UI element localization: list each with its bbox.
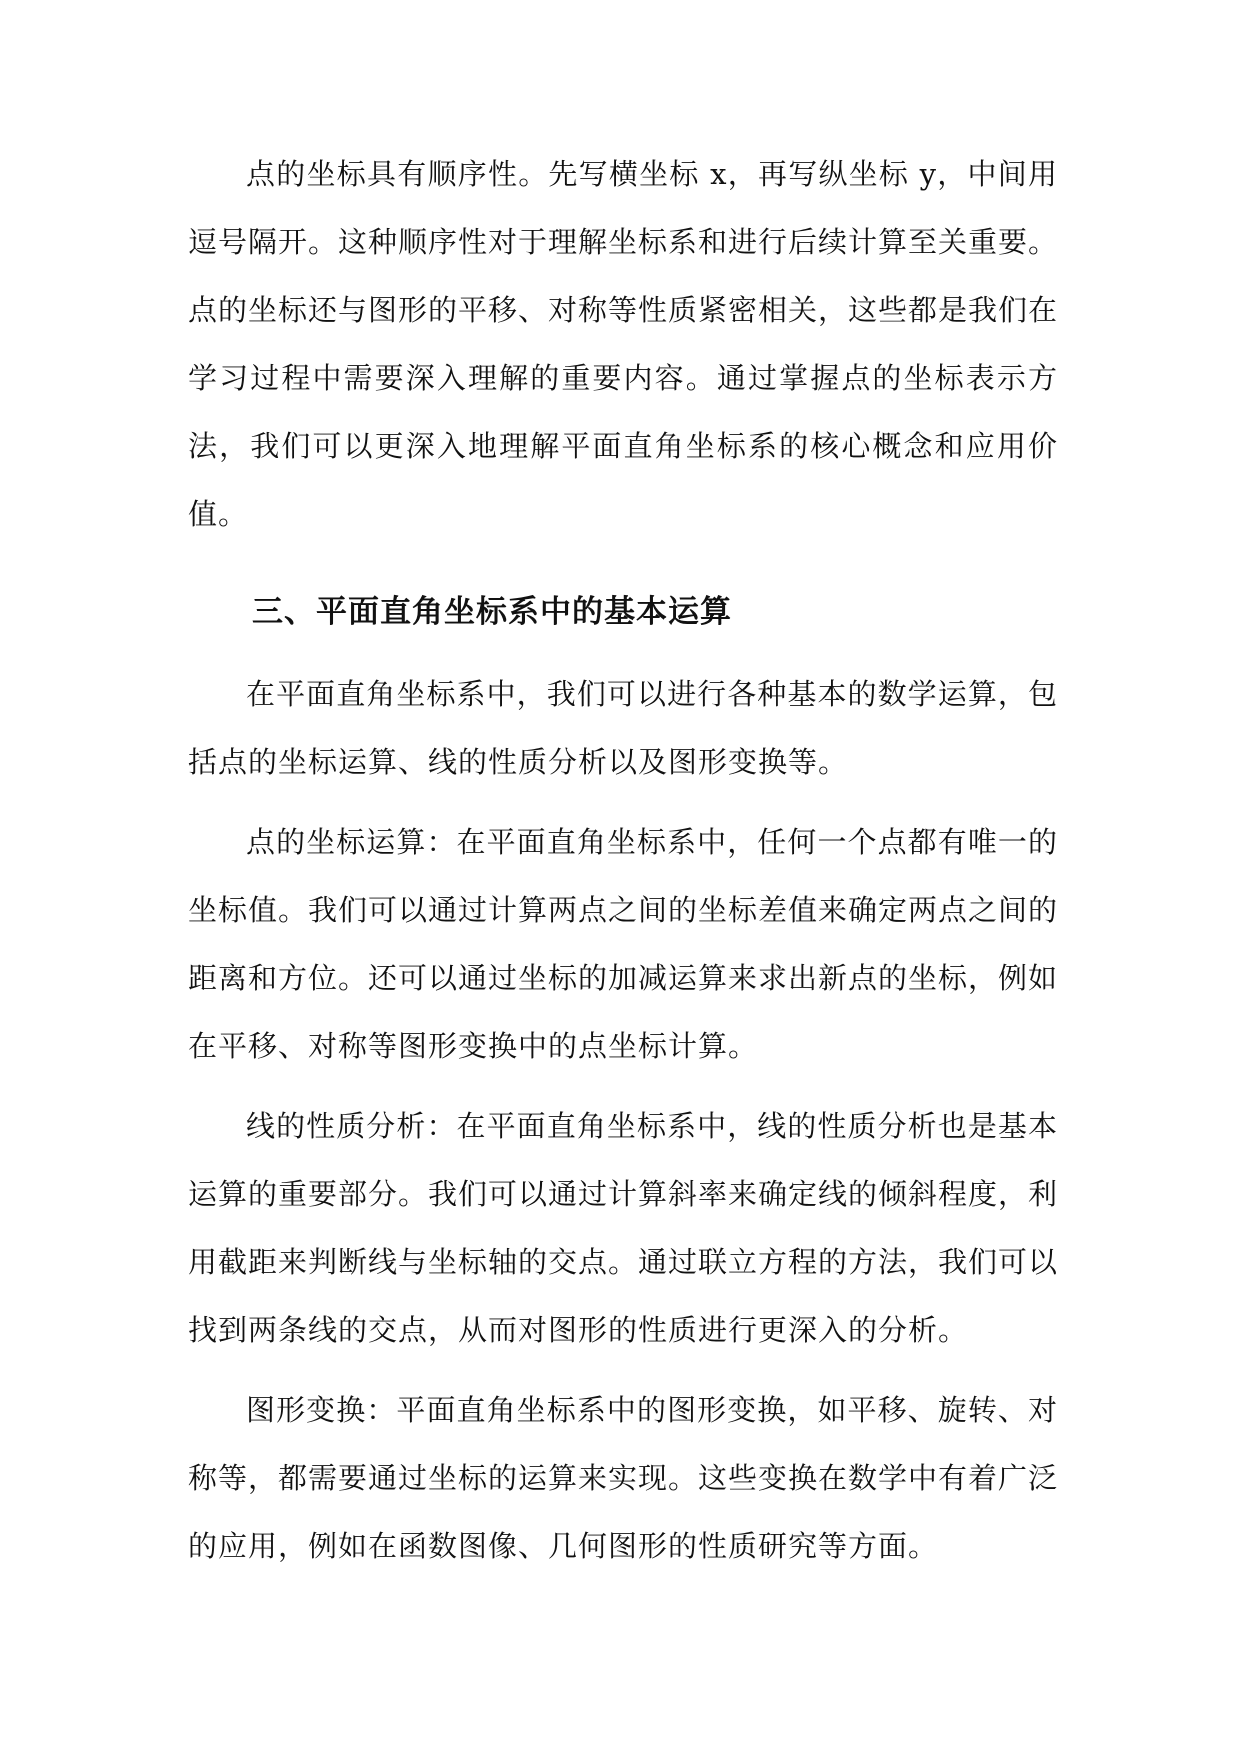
paragraph-spacer [188,1080,1058,1092]
section-heading: 三、平面直角坐标系中的基本运算 [252,594,732,630]
document-body [188,140,1058,1580]
paragraph-point-coordinate-operations: 点的坐标运算：在平面直角坐标系中，任何一个点都有唯一的坐标值。我们可以通过计算两点之间的坐标差值来确定两点之间的距离和方位。还可以通过坐标的加减运算来求出新点的坐标，例如在平移、对称等图形变换中的点坐标计算。 [188,825,1059,1063]
paragraph-coordinate-order: 点的坐标具有顺序性。先写横坐标 x，再写纵坐标 y，中间用逗号隔开。这种顺序性对于理解坐标系和进行后续计算至关重要。点的坐标还与图形的平移、对称等性质紧密相关，这些都是我们在学习过程中需要深入理解的重要内容。通过掌握点的坐标表示方法，我们可以更深入地理解平面直角坐标系的核心概念和应用价值。 [188,157,1059,531]
paragraph-spacer [188,796,1058,808]
paragraph-basic-operations-intro: 在平面直角坐标系中，我们可以进行各种基本的数学运算，包括点的坐标运算、线的性质分析以及图形变换等。 [188,677,1058,779]
paragraph-spacer [188,1364,1058,1376]
paragraph-line-property-analysis: 线的性质分析：在平面直角坐标系中，线的性质分析也是基本运算的重要部分。我们可以通过计算斜率来确定线的倾斜程度，利用截距来判断线与坐标轴的交点。通过联立方程的方法，我们可以找到两条线的交点，从而对图形的性质进行更深入的分析。 [188,1109,1059,1347]
paragraph-figure-transformations: 图形变换：平面直角坐标系中的图形变换，如平移、旋转、对称等，都需要通过坐标的运算来实现。这些变换在数学中有着广泛的应用，例如在函数图像、几何图形的性质研究等方面。 [188,1393,1059,1563]
